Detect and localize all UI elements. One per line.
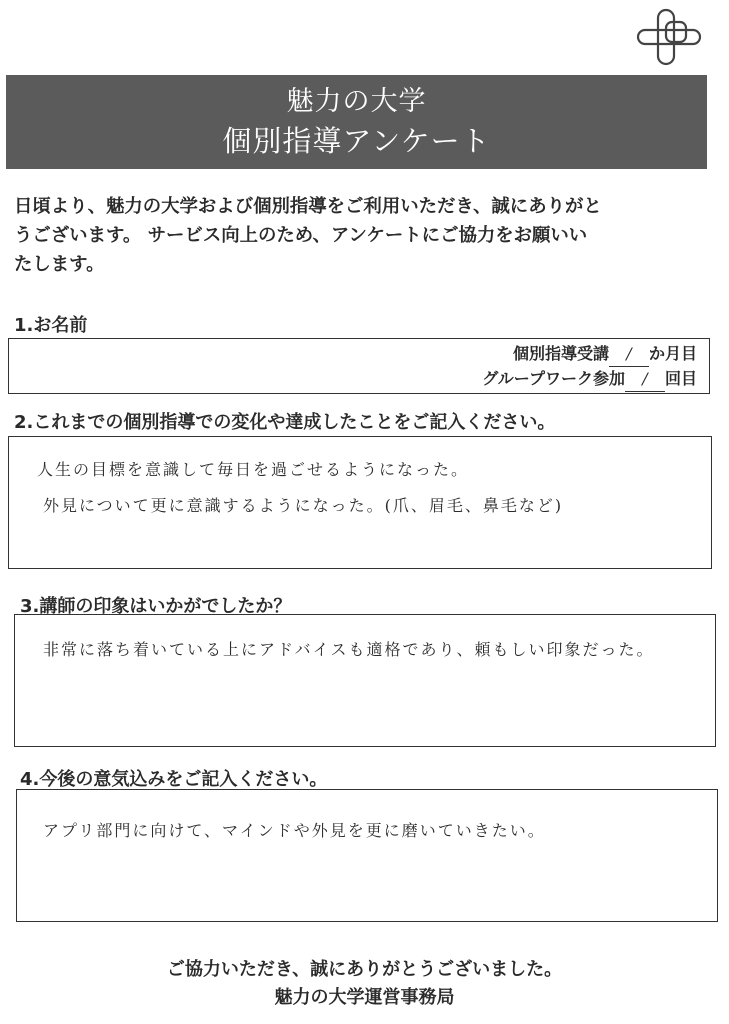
answer-3-box[interactable]	[14, 614, 716, 747]
name-field[interactable]	[8, 338, 710, 394]
months-label: 個別指導受講	[512, 344, 609, 363]
months-value[interactable]: /	[609, 342, 649, 367]
answer-2-line: 人生の目標を意識して毎日を過ごせるようになった。	[37, 460, 470, 479]
intro-text	[14, 192, 714, 279]
group-label: グループワーク参加	[482, 369, 625, 388]
group-value[interactable]: /	[625, 367, 665, 392]
answer-2-line: 外見について更に意識するようになった。(爪、眉毛、鼻毛など)	[43, 496, 564, 515]
question-4-label: 4.今後の意気込みをご記入ください。	[20, 769, 328, 790]
answer-3-line: 非常に落ち着いている上にアドバイスも適格であり、頼もしい印象だった。	[43, 640, 655, 659]
months-unit: か月目	[648, 344, 697, 363]
title-banner	[6, 75, 707, 169]
answer-4-line: アプリ部門に向けて、マインドや外見を更に磨いていきたい。	[43, 821, 546, 840]
answer-2-box[interactable]	[8, 436, 712, 569]
intro-line: うございます。 サービス向上のため、アンケートにご協力をお願いい	[14, 225, 588, 246]
months-row	[482, 342, 697, 367]
intro-line: 日頃より、魅力の大学および個別指導をご利用いただき、誠にありがと	[14, 196, 602, 217]
page-title: 魅力の大学	[286, 86, 427, 117]
cross-logo-icon	[634, 8, 704, 66]
group-unit: 回目	[664, 369, 697, 388]
attendance-info	[482, 342, 697, 392]
group-row	[482, 367, 697, 392]
page-subtitle: 個別指導アンケート	[222, 124, 491, 158]
question-1-label: 1.お名前	[14, 315, 88, 336]
answer-4-box[interactable]	[16, 789, 718, 922]
question-3-label: 3.講師の印象はいかがでしたか？	[20, 596, 292, 617]
footer-office: 魅力の大学運営事務局	[274, 987, 455, 1008]
question-2-label: 2.これまでの個別指導での変化や達成したことをご記入ください。	[14, 412, 556, 433]
footer-thanks: ご協力いただき、誠にありがとうございました。	[166, 959, 563, 980]
intro-line: たします。	[14, 254, 105, 275]
